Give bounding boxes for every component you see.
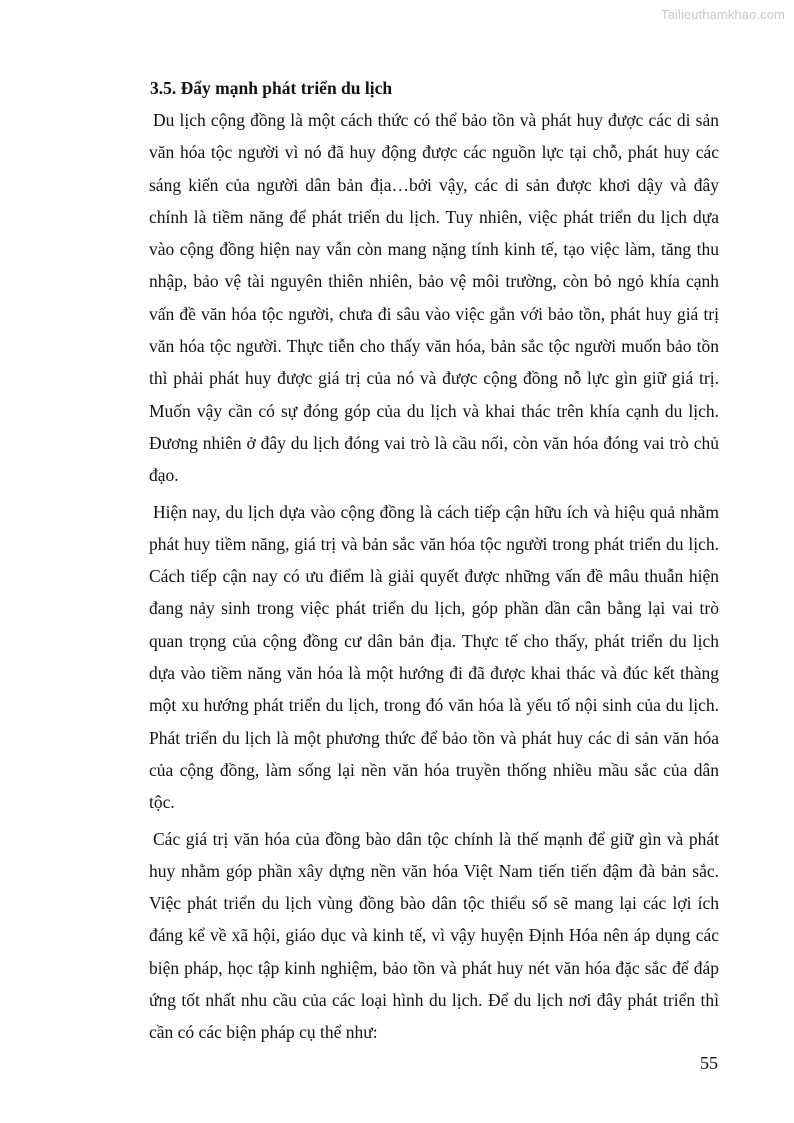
paragraph-1: Du lịch cộng đồng là một cách thức có thể bảo tồn và phát huy được các di sản văn hóa tộc người vì nó đã huy động được các nguồn lực tại chỗ, phát huy các sáng kiến của người dân bản địa…bởi vậy, các di sản được khơi dậy và đây chính là tiềm năng để phát triển du lịch. Tuy nhiên, việc phát triển du lịch dựa vào cộng đồng hiện nay vẫn còn mang nặng tính kinh tế, tạo việc làm, tăng thu nhập, bảo vệ tài nguyên thiên nhiên, bảo vệ môi trường, còn bỏ ngỏ khía cạnh vấn đề văn hóa tộc người, chưa đi sâu vào việc gắn với bảo tồn, phát huy giá trị văn hóa tộc người. Thực tiễn cho thấy văn hóa, bản sắc tộc người muốn bảo tồn thì phải phát huy được giá trị của nó và được cộng đồng nỗ lực gìn giữ giá trị. Muốn vậy cần có sự đóng góp của du lịch và khai thác trên khía cạnh du lịch. Đương nhiên ở đây du lịch đóng vai trò là cầu nối, còn văn hóa đóng vai trò chủ đạo. — [149, 110, 719, 486]
document-body — [149, 72, 719, 1053]
watermark: Tailieuthamkhao.com — [660, 7, 785, 22]
page-number: 55 — [700, 1053, 718, 1073]
paragraph-3: Các giá trị văn hóa của đồng bào dân tộc chính là thế mạnh để giữ gìn và phát huy nhằm góp phần xây dựng nền văn hóa Việt Nam tiến tiến đậm đà bản sắc. Việc phát triển du lịch vùng đồng bào dân tộc thiểu số sẽ mang lại các lợi ích đáng kể về xã hội, giáo dục và kinh tế, vì vậy huyện Định Hóa nên áp dụng các biện pháp, học tập kinh nghiệm, bảo tồn và phát huy nét văn hóa đặc sắc để đáp ứng tốt nhất nhu cầu của các loại hình du lịch. Để du lịch nơi đây phát triển thì cần có các biện pháp cụ thể như: — [149, 828, 719, 1043]
section-heading: 3.5. Đẩy mạnh phát triển du lịch — [150, 78, 393, 98]
paragraph-2: Hiện nay, du lịch dựa vào cộng đồng là cách tiếp cận hữu ích và hiệu quả nhằm phát huy tiềm năng, giá trị và bản sắc văn hóa tộc người trong phát triển du lịch. Cách tiếp cận nay có ưu điểm là giải quyết được những vấn đề mâu thuẫn hiện đang nảy sinh trong việc phát triển du lịch, góp phần dần cân bằng lại vai trò quan trọng của cộng đồng cư dân bản địa. Thực tế cho thấy, phát triển du lịch dựa vào tiềm năng văn hóa là một hướng đi đã được khai thác và đúc kết thàng một xu hướng phát triển du lịch, trong đó văn hóa là yếu tố nội sinh của du lịch. Phát triển du lịch là một phương thức để bảo tồn và phát huy các di sản văn hóa của cộng đồng, làm sống lại nền văn hóa truyền thống nhiều mầu sắc của dân tộc. — [149, 501, 719, 813]
